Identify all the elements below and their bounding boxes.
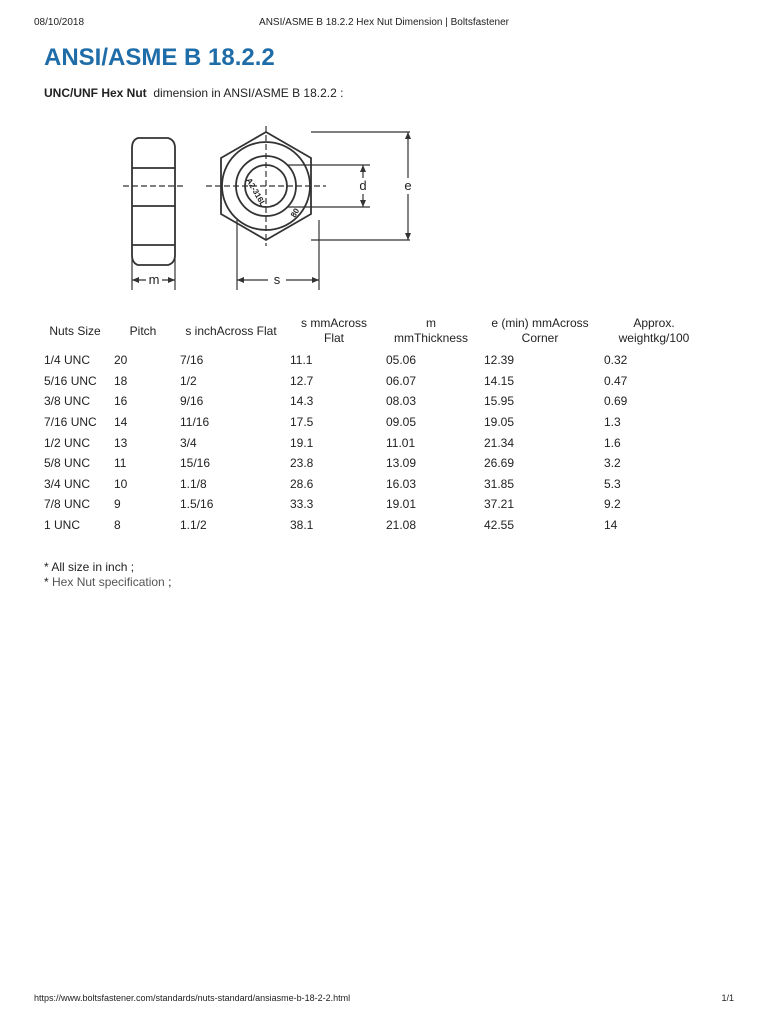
nut-side-view (123, 138, 184, 265)
table-cell: 19.01 (386, 497, 417, 512)
intro-text (44, 86, 343, 100)
table-row (40, 412, 708, 433)
table-row (40, 350, 708, 371)
table-cell: 9/16 (180, 394, 204, 409)
column-header-line: Corner (521, 331, 559, 345)
table-cell: 0.32 (604, 353, 628, 368)
table-cell: 7/16 UNC (44, 415, 97, 430)
table-cell: 5/8 UNC (44, 456, 91, 471)
table-cell: 0.69 (604, 394, 628, 409)
intro-bold: UNC/UNF Hex Nut (44, 86, 147, 100)
column-header-line: e (min) mmAcross (491, 316, 589, 330)
intro-rest: dimension in ANSI/ASME B 18.2.2 : (153, 86, 344, 100)
table-cell: 11.1 (290, 353, 313, 368)
label-e: e (404, 178, 412, 193)
table-cell: 15.95 (484, 394, 515, 409)
table-cell: 23.8 (290, 456, 314, 471)
column-header (600, 315, 708, 350)
print-date: 08/10/2018 (34, 17, 85, 28)
table-cell: 14.3 (290, 394, 314, 409)
column-header-line: m (426, 316, 436, 330)
column-header (110, 315, 176, 350)
table-cell: 20 (114, 353, 128, 368)
table-cell: 12.7 (290, 373, 314, 388)
table-cell: 14.15 (484, 373, 515, 388)
table-cell: 13.09 (386, 456, 417, 471)
table-cell: 3.2 (604, 456, 621, 471)
table-cell: 09.05 (386, 415, 417, 430)
note-size-unit: * All size in inch ; (44, 560, 135, 574)
table-row (40, 371, 708, 392)
table-cell: 08.03 (386, 394, 417, 409)
column-header (176, 315, 286, 350)
table-cell: 1/2 UNC (44, 435, 91, 450)
table-cell: 0.47 (604, 373, 628, 388)
table-cell: 26.69 (484, 456, 515, 471)
table-cell: 9 (114, 497, 121, 512)
nut-stamp-left: A2-316L (244, 176, 268, 208)
column-header-line: Flat (323, 331, 344, 345)
table-cell: 1/4 UNC (44, 353, 91, 368)
table-row (40, 515, 708, 536)
table-cell: 16 (114, 394, 128, 409)
table-cell: 1.5/16 (180, 497, 214, 512)
table-row (40, 494, 708, 515)
table-cell: 1.1/8 (180, 476, 207, 491)
table-cell: 28.6 (290, 476, 314, 491)
column-header-line: mmThickness (393, 331, 468, 345)
table-cell: 15/16 (180, 456, 211, 471)
table-cell: 12.39 (484, 353, 515, 368)
table-cell: 42.55 (484, 518, 515, 533)
nut-front-view (206, 126, 326, 246)
hex-nut-spec-link[interactable]: Hex Nut specification (52, 575, 165, 589)
page-title: ANSI/ASME B 18.2.2 (44, 44, 275, 71)
label-d: d (359, 178, 367, 193)
table-header-row (40, 315, 708, 350)
table-cell: 18 (114, 373, 128, 388)
print-footer-url: https://www.boltsfastener.com/standards/nuts-standard/ansiasme-b-18-2-2.html (34, 993, 351, 1003)
column-header (382, 315, 480, 350)
table-cell: 19.05 (484, 415, 515, 430)
table-cell: 1.6 (604, 435, 621, 450)
label-m: m (148, 272, 160, 287)
table-cell: 19.1 (290, 435, 314, 450)
table-cell: 3/8 UNC (44, 394, 91, 409)
label-s: s (273, 272, 281, 287)
table-row (40, 453, 708, 474)
table-cell: 16.03 (386, 476, 417, 491)
table-cell: 1.3 (604, 415, 621, 430)
table-row (40, 474, 708, 495)
table-cell: 06.07 (386, 373, 417, 388)
table-cell: 21.08 (386, 518, 417, 533)
column-header-line: Pitch (129, 323, 157, 338)
table-cell: 1/2 (180, 373, 197, 388)
table-cell: 7/16 (180, 353, 204, 368)
table-cell: 8 (114, 518, 121, 533)
hex-nut-drawing (118, 120, 418, 300)
table-cell: 33.3 (290, 497, 314, 512)
table-cell: 3/4 UNC (44, 476, 91, 491)
table-cell: 17.5 (290, 415, 314, 430)
table-row (40, 391, 708, 412)
table-cell: 7/8 UNC (44, 497, 91, 512)
dimension-table (40, 315, 708, 535)
table-cell: 1.1/2 (180, 518, 207, 533)
notes (44, 560, 171, 590)
column-header-line: Nuts Size (49, 323, 101, 338)
print-page-number: 1/1 (721, 993, 734, 1003)
table-cell: 9.2 (604, 497, 621, 512)
table-cell: 11 (114, 456, 127, 471)
note-spec: * Hex Nut specification ; (44, 575, 172, 589)
table-cell: 5.3 (604, 476, 621, 491)
table-cell: 10 (114, 476, 128, 491)
nut-stamp-right: 80 (288, 206, 302, 219)
column-header-line: s mmAcross (301, 316, 367, 330)
table-cell: 11/16 (180, 415, 210, 430)
table-cell: 14 (114, 415, 128, 430)
table-cell: 13 (114, 435, 128, 450)
column-header (40, 315, 110, 350)
table-cell: 38.1 (290, 518, 314, 533)
table-cell: 21.34 (484, 435, 515, 450)
table-cell: 1 UNC (44, 518, 81, 533)
table-row (40, 432, 708, 453)
table-cell: 31.85 (484, 476, 515, 491)
print-header-title: ANSI/ASME B 18.2.2 Hex Nut Dimension | Boltsfastener (259, 17, 509, 28)
table-body (40, 350, 708, 535)
column-header-line: weightkg/100 (618, 331, 690, 345)
column-header (480, 315, 600, 350)
table-cell: 14 (604, 518, 618, 533)
table-cell: 5/16 UNC (44, 373, 97, 388)
table-cell: 37.21 (484, 497, 515, 512)
table-cell: 11.01 (386, 435, 416, 450)
table-cell: 05.06 (386, 353, 417, 368)
column-header (286, 315, 382, 350)
column-header-line: s inchAcross Flat (185, 323, 277, 338)
column-header-line: Approx. (633, 316, 675, 330)
table-cell: 3/4 (180, 435, 197, 450)
